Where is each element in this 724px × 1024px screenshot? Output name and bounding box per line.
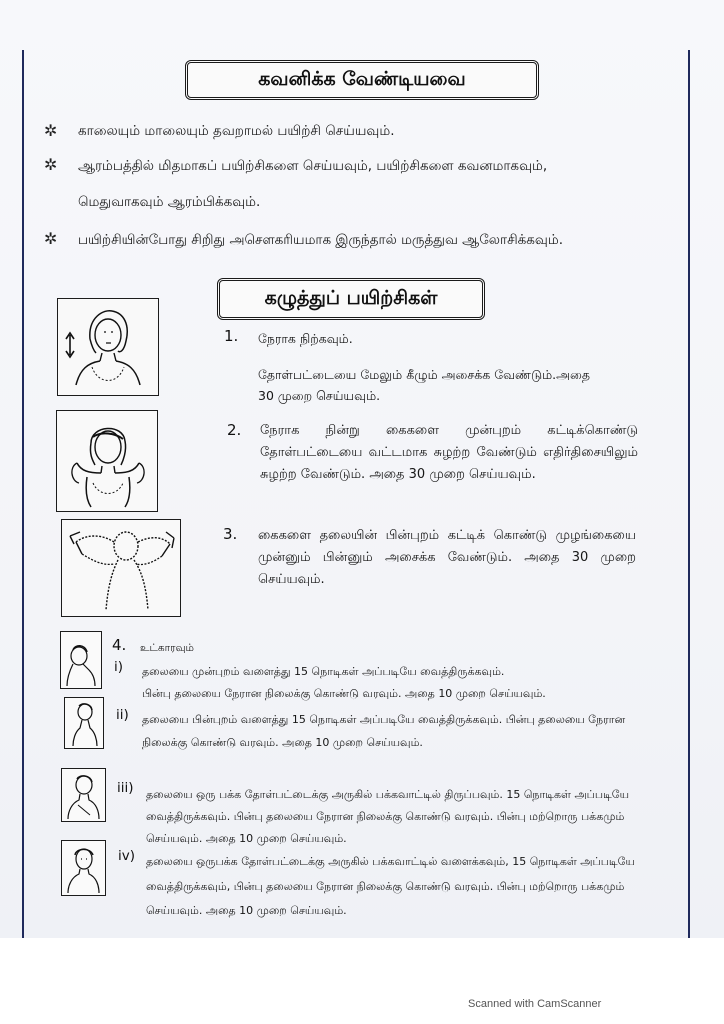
exercise-4-iii-line-1: தலையை ஒரு பக்க தோள்பட்டைக்கு அருகில் பக்கவாட்டில் திருப்பவும். 15 நொடிகள் அப்படியே [146, 788, 630, 801]
head-side-bend-illustration [61, 840, 106, 896]
exercise-1-line-2: தோள்பட்டையை மேலும் கீழும் அசைக்க வேண்டும்.அதை [258, 367, 591, 382]
exercise-1-line-1: நேராக நிற்கவும். [258, 331, 353, 346]
elbow-movement-illustration [61, 519, 181, 617]
page-border-right [688, 50, 690, 940]
exercise-4-i-line-1: தலையை முன்புறம் வளைத்து 15 நொடிகள் அப்படியே வைத்திருக்கவும். [142, 665, 505, 678]
exercise-4-iii-line-2: வைத்திருக்கவும். பின்பு தலையை நேரான நிலைக்கு கொண்டு வரவும். பின்பு மற்றொரு பக்கமும் [146, 810, 625, 823]
exercise-4-iv-label: iv) [118, 848, 136, 864]
shoulder-shrug-illustration [57, 298, 159, 396]
head-forward-bend-illustration [60, 631, 102, 689]
precaution-line-1: காலையும் மாலையும் தவறாமல் பயிற்சி செய்யவும். [78, 123, 395, 139]
precaution-line-2: ஆரம்பத்தில் மிதமாகப் பயிற்சிகளை செய்யவும், பயிற்சிகளை கவனமாகவும், [78, 158, 548, 174]
shoulder-roll-illustration [56, 410, 158, 512]
section-title-precautions: கவனிக்க வேண்டியவை [185, 60, 539, 100]
exercise-number-4: 4. [112, 636, 127, 654]
exercise-4-iv-line-2: வைத்திருக்கவும், பின்பு தலையை நேரான நிலைக்கு கொண்டு வரவும். பின்பு மற்றொரு பக்கமும் [146, 880, 625, 893]
bullet-icon: ✲ [44, 155, 58, 174]
exercise-4-ii-line-2: நிலைக்கு கொண்டு வரவும். அதை 10 முறை செய்யவும். [142, 736, 423, 749]
exercise-number-3: 3. [223, 525, 238, 543]
bullet-icon: ✲ [44, 229, 58, 248]
exercise-2-text: நேராக நின்று கைகளை முன்புறம் கட்டிக்கொண்டு தோள்பட்டையை வட்டமாக சுழற்ற வேண்டும் எதிர்திசையிலும் சுழற்ற வேண்டும். அதை 30 முறை செய்யவும். [260, 423, 638, 482]
section-title-neck-exercises: கழுத்துப் பயிற்சிகள் [217, 278, 485, 320]
exercise-4-iii-line-3: செய்யவும். அதை 10 முறை செய்யவும். [146, 832, 347, 845]
page-border-left [22, 50, 24, 950]
exercise-3-text: கைகளை தலையின் பின்புறம் கட்டிக் கொண்டு முழங்கையை முன்னும் பின்னும் அசைக்க வேண்டும். அதை 30 முறை செய்யவும். [258, 528, 636, 587]
exercise-4-iv-line-3: செய்யவும். அதை 10 முறை செய்யவும். [146, 904, 347, 917]
exercise-4-i-label: i) [114, 659, 124, 675]
precaution-line-2-cont: மெதுவாகவும் ஆரம்பிக்கவும். [78, 194, 261, 210]
exercise-number-1: 1. [224, 327, 239, 345]
bullet-icon: ✲ [44, 121, 58, 140]
precaution-line-3: பயிற்சியின்போது சிறிது அசௌகரியமாக இருந்தால் மருத்துவ ஆலோசிக்கவும். [78, 232, 563, 248]
head-backward-bend-illustration [64, 697, 104, 749]
exercise-4-heading: உட்காரவும் [140, 642, 195, 654]
exercise-4-iii-label: iii) [117, 780, 134, 796]
exercise-4-iv-line-1: தலையை ஒருபக்க தோள்பட்டைக்கு அருகில் பக்கவாட்டில் வளைக்கவும், 15 நொடிகள் அப்படியே [146, 855, 635, 868]
exercise-1-line-3: 30 முறை செய்யவும். [258, 388, 381, 403]
head-side-turn-illustration [61, 768, 106, 822]
page-bottom-margin [0, 938, 724, 1024]
exercise-4-ii-label: ii) [116, 707, 129, 723]
scanner-watermark: Scanned with CamScanner [468, 998, 602, 1010]
exercise-4-ii-line-1: தலையை பின்புறம் வளைத்து 15 நொடிகள் அப்படியே வைத்திருக்கவும். பின்பு தலையை நேரான [142, 713, 626, 726]
exercise-number-2: 2. [227, 421, 242, 439]
exercise-4-i-line-2: பின்பு தலையை நேரான நிலைக்கு கொண்டு வரவும். அதை 10 முறை செய்யவும். [142, 687, 546, 700]
